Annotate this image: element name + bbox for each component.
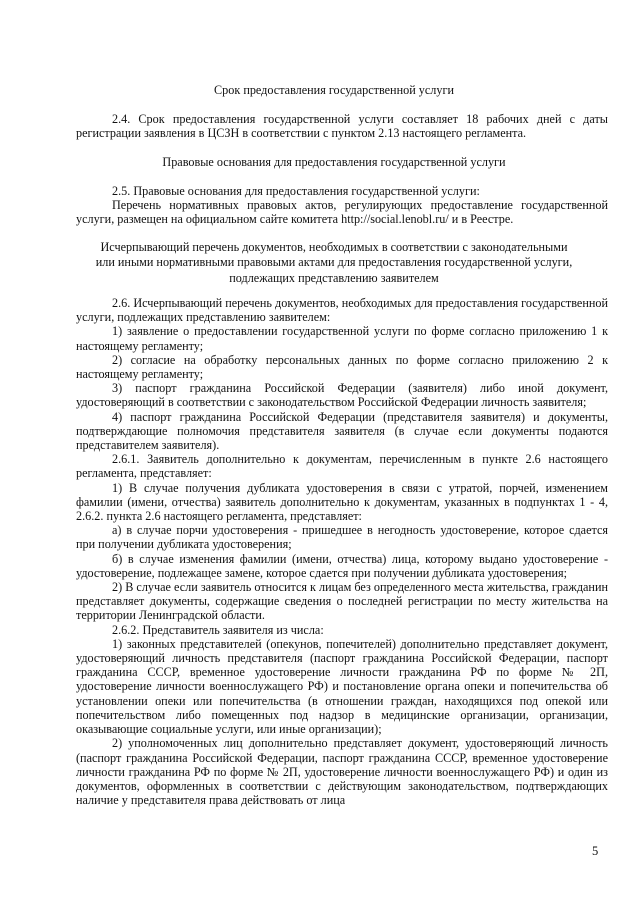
paragraph-2-4 [76, 112, 608, 140]
section-heading-documents [60, 240, 608, 286]
list-item-authorized-persons: 2) уполномоченных лиц дополнительно представляет документ, удостоверяющий личность (паспорт гражданина Российской Федерации, паспорт гражданина СССР, временное удостоверение личности гражданина РФ по форме № 2П, удостоверение личности военнослужащего РФ) и один из документов, оформленных в соответствии с действующим законодательством, подтверждающих наличие у представителя права действовать от лица [76, 736, 608, 808]
paragraph-2-6-body [76, 296, 608, 807]
list-item-passport-representative: 4) паспорт гражданина Российской Федерации (представителя заявителя) и документы, подтверждающие полномочия представителя заявителя (в случае если документы подаются представителем заявителя). [76, 409, 608, 453]
section-heading-documents-line3: подлежащих представлению заявителем [229, 270, 439, 285]
list-item-application: 1) заявление о предоставлении государственной услуги по форме согласно приложению 1 к настоящему регламенту; [76, 324, 608, 353]
list-item-duplicate: 1) В случае получения дубликата удостоверения в связи с утратой, порчей, изменением фамилии (имени, отчества) заявитель дополнительно к документам, указанных в подпунктах 1 - 4, 2.6.2. пункта 2.6 настоящего регламента, представляет: [76, 480, 608, 524]
paragraph-2-5-title: 2.5. Правовые основания для предоставления государственной услуги: [112, 184, 480, 198]
paragraph-2-6-2: 2.6.2. Представитель заявителя из числа: [112, 622, 324, 637]
section-heading-documents-line2: или иными нормативными правовыми актами для предоставления государственной услуги, [95, 255, 573, 270]
list-item-consent: 2) согласие на обработку персональных данных по форме согласно приложению 2 к настоящему регламенту; [76, 352, 608, 382]
list-item-passport-applicant: 3) паспорт гражданина Российской Федерации (заявителя) либо иной документ, удостоверяющий в соответствии с законодательством Российской Федерации личность заявителя; [76, 381, 608, 410]
section-heading-documents-line1: Исчерпывающий перечень документов, необходимых в соответствии с законодательными [100, 240, 568, 254]
section-heading-legal-basis: Правовые основания для предоставления государственной услуги [162, 155, 506, 169]
list-item-legal-representatives: 1) законных представителей (опекунов, попечителей) дополнительно представляет документ, удостоверяющий личность представителя (паспорт гражданина Российской Федерации, паспорт гражданина СССР, временное удостоверение личности гражданина РФ по форме № 2П, удостоверение личности военнослужащего РФ) и постановление органа опеки и попечительства об установлении опеки или попечительства (в отношении граждан, находящихся под опекой или попечительством либо помещенных под надзор в медицинские организации, организации, оказывающие социальные услуги, или иные организации); [76, 636, 608, 737]
list-item-name-change: б) в случае изменения фамилии (имени, отчества) лица, которому выдано удостоверение - удостоверение, подлежащее замене, которое сдается при получении дубликата удостоверения; [76, 551, 608, 580]
paragraph-2-4-text: 2.4. Срок предоставления государственной услуги составляет 18 рабочих дней с даты регистрации заявления в ЦСЗН в соответствии с пунктом 2.13 настоящего регламента. [76, 112, 608, 141]
list-item-damage: а) в случае порчи удостоверения - пришедшее в негодность удостоверение, которое сдается при получении дубликата удостоверения; [76, 523, 608, 552]
paragraph-2-6-intro: 2.6. Исчерпывающий перечень документов, необходимых для предоставления государственной услуги, подлежащих представлению заявителем: [76, 296, 608, 325]
paragraph-2-6-1: 2.6.1. Заявитель дополнительно к документам, перечисленным в пункте 2.6 настоящего регламента, представляет: [76, 452, 608, 481]
paragraph-2-5-body: Перечень нормативных правовых актов, регулирующих предоставление государственной услуги, размещен на официальном сайте комитета http://social.lenobl.ru/ и в Реестре. [76, 198, 608, 227]
section-heading-term: Срок предоставления государственной услуги [214, 83, 454, 97]
page-number: 5 [592, 844, 599, 858]
list-item-homeless: 2) В случае если заявитель относится к лицам без определенного места жительства, гражданин представляет документы, содержащие сведения о последней регистрации по месту жительства на территории Ленинградской области. [76, 580, 608, 623]
paragraph-2-5 [76, 184, 608, 227]
